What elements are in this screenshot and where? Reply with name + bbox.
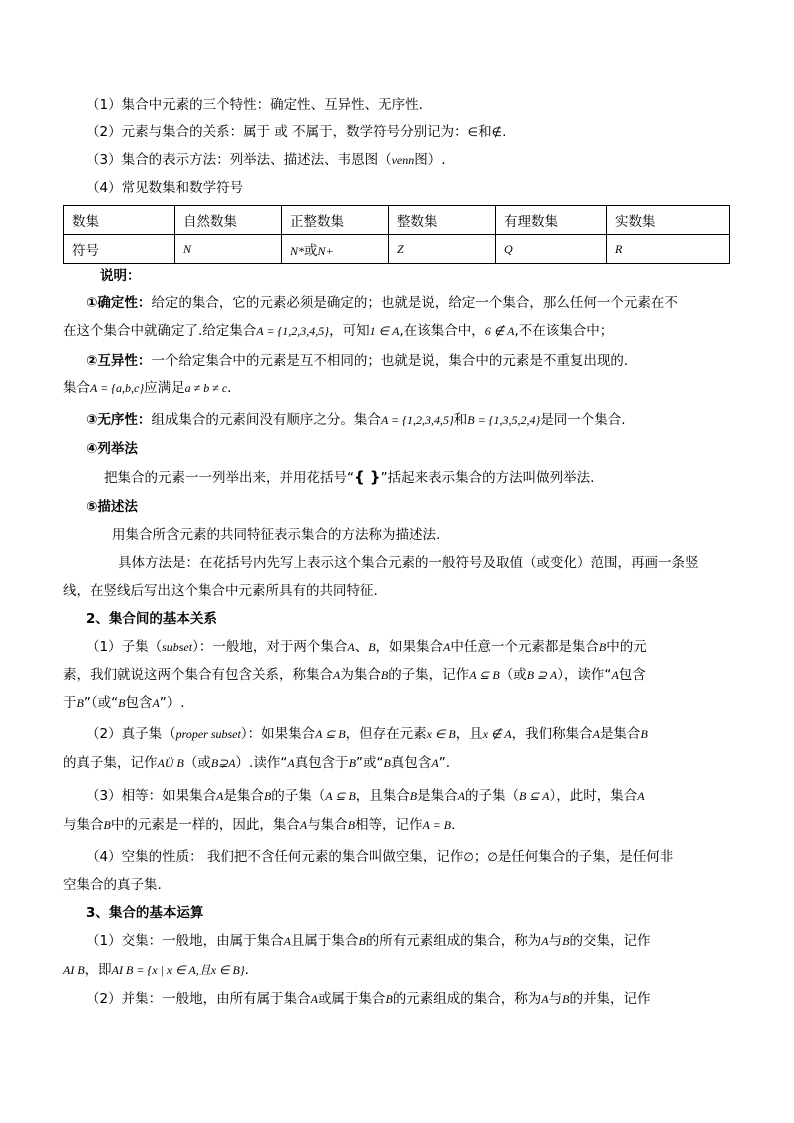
equal-text-11: 相等，记作: [355, 817, 423, 833]
equal-text-10: 与集合: [307, 817, 348, 833]
set-a-symbol: A: [541, 992, 549, 1006]
subset-text-2: ）：一般地，对于两个集合: [192, 639, 348, 655]
proper-subset-line-1: [86, 724, 648, 744]
set-a-symbol: A: [310, 992, 318, 1006]
table-header-row: [64, 206, 730, 235]
set-b-expression: B = {1,3,5,2,4}: [467, 413, 541, 427]
positive-symbol-a: N*: [290, 244, 305, 258]
subset-text-11: 包含: [618, 667, 646, 683]
determinacy-text-3: ，可知: [329, 323, 370, 339]
unordered-line: [86, 410, 626, 430]
table-row-label: 符号: [64, 235, 175, 264]
proper-text-7: 的真子集，记作: [63, 755, 158, 771]
equal-text-9: 中的元素是一样的，因此，集合: [110, 817, 300, 833]
distinct-text: 一个给定集合中的元素是互不相同的；也就是说，集合中的元素是不重复出现的.: [151, 353, 629, 369]
proper-text-3: ，但存在元素: [345, 726, 427, 742]
equal-text-6: 的子集（: [464, 788, 519, 804]
proper-text-11: ”或“: [356, 755, 384, 771]
description-line-1: 用集合所含元素的共同特征表示集合的方法称为描述法.: [112, 527, 441, 543]
proper-text-8: （或: [183, 755, 211, 771]
property-2-text: （2）元素与集合的关系：属于 或 不属于，数学符号分别记为：: [86, 124, 468, 140]
description-line-3: 线，在竖线后写出这个集合中元素所具有的共同特征.: [63, 583, 378, 599]
property-3-text: （3）集合的表示方法：列举法、描述法、韦恩图（: [86, 152, 392, 168]
intersection-text-4: 与: [548, 933, 563, 949]
determinacy-title: ①确定性：: [86, 295, 152, 311]
proper-subset-relation: AÜ B: [157, 756, 184, 770]
separator: 、: [354, 639, 369, 655]
set-a-symbol: A: [283, 934, 291, 948]
listing-text: 把集合的元素一一列举出来，并用花括号“: [104, 470, 354, 486]
table-cell-positive: [282, 235, 389, 264]
one-in-a-expression: 1 ∈ A: [369, 324, 400, 338]
union-text: （2）并集：一般地，由所有属于集合: [86, 991, 311, 1007]
subset-line-1: [86, 637, 647, 657]
set-a-symbol: A: [152, 696, 160, 710]
set-b-symbol: B: [348, 756, 357, 770]
property-4-text: （4）常见数集和数学符号: [86, 180, 244, 196]
determinacy-text-4: ,在该集合中，: [399, 323, 485, 339]
property-line-2: [86, 122, 506, 142]
set-a-symbol: A: [611, 668, 619, 682]
set-a-expression: A = {1,2,3,4,5}: [380, 413, 454, 427]
set-b-symbol: B: [380, 668, 389, 682]
table-cell-integer: [389, 235, 496, 264]
subset-relation-reverse: B ⊆ A: [518, 789, 550, 803]
intersection-text-6: ，即: [84, 962, 112, 978]
subset-text-13: ”（或“: [83, 695, 119, 711]
proper-subset-term: proper subset: [175, 727, 241, 741]
set-b-symbol: B: [598, 640, 607, 654]
table-header-cell: 正整数集: [282, 206, 389, 235]
subset-text-14: 包含: [125, 695, 153, 711]
subset-relation: A ⊆ B: [325, 789, 356, 803]
table-cell-natural: [175, 235, 282, 264]
set-b-symbol: B: [383, 756, 391, 770]
equal-text-3: 的子集（: [271, 788, 326, 804]
description-title: ⑤描述法: [86, 499, 138, 515]
table-header-cell: 自然数集: [175, 206, 282, 235]
period-text: .: [502, 124, 507, 140]
table-cell-real: [607, 235, 730, 264]
intersection-text: （1）交集：一般地，由属于集合: [86, 933, 284, 949]
set-b-symbol: B: [118, 696, 126, 710]
subset-relation: A ⊆ B: [469, 668, 500, 682]
intersection-line-1: [86, 931, 650, 951]
proper-text: （2）真子集（: [86, 726, 176, 742]
table-header-cell: 数集: [64, 206, 175, 235]
subset-text: （1）子集（: [86, 639, 163, 655]
empty-set-symbol: ∅: [463, 850, 474, 864]
union-line-1: [86, 989, 650, 1009]
equal-text-4: ，且集合: [355, 788, 410, 804]
equal-text-5: 是集合: [417, 788, 458, 804]
set-a-symbol: A: [216, 789, 224, 803]
proper-subset-line-2: [63, 753, 450, 773]
unordered-text-2: 是同一个集合.: [540, 412, 626, 428]
table-header-cell: 实数集: [607, 206, 730, 235]
determinacy-text: 给定的集合，它的元素必须是确定的；也就是说，给定一个集合，那么任何一个元素在不: [151, 295, 678, 311]
and-text: 和: [478, 124, 492, 140]
union-text-4: 与: [548, 991, 563, 1007]
set-b-symbol: B: [76, 696, 84, 710]
venn-term: venn: [391, 153, 415, 167]
table-cell-rational: [496, 235, 607, 264]
subset-text-8: 的子集，记作: [388, 667, 470, 683]
set-abc-expression: A = {a,b,c}: [90, 381, 145, 395]
equality-relation: A = B: [422, 818, 452, 832]
element-of-symbol: ∈: [467, 125, 479, 139]
set-a-symbol: A: [347, 640, 355, 654]
set-a-symbol: A: [287, 756, 295, 770]
subset-text-7: 为集合: [340, 667, 381, 683]
empty-set-symbol: ∅: [487, 850, 498, 864]
set-a-symbol: A: [457, 789, 465, 803]
intersection-text-5: 的交集，记作: [569, 933, 651, 949]
set-a-symbol: A: [443, 640, 451, 654]
not-element-of-symbol: ∉: [491, 125, 503, 139]
semicolon-text: ；: [473, 849, 488, 865]
listing-title: ④列举法: [86, 441, 138, 457]
set-b-symbol: B: [409, 789, 418, 803]
x-in-b-expression: x ∈ B: [426, 727, 456, 741]
set-b-symbol: B: [640, 727, 648, 741]
set-b-symbol: B: [562, 934, 570, 948]
distinct-text-2: 集合: [63, 380, 90, 396]
table-row: [64, 235, 730, 264]
subset-term: subset: [162, 640, 193, 654]
intersection-text-7: .: [244, 962, 249, 978]
set-a-symbol: A: [299, 818, 308, 832]
determinacy-line-1: [86, 293, 678, 313]
set-b-symbol: B: [368, 640, 376, 654]
property-line-1: [86, 95, 423, 115]
unordered-title: ③无序性：: [86, 412, 152, 428]
listing-text-2: ”括起来表示集合的方法叫做列举法.: [380, 470, 595, 486]
subset-text-4: 中任意一个元素都是集合: [450, 639, 599, 655]
subset-text-9: （或: [499, 667, 527, 683]
proper-text-13: ”.: [438, 755, 451, 771]
property-1-text: （1）集合中元素的三个特性：确定性、互异性、无序性.: [86, 97, 423, 113]
property-line-3: [86, 150, 446, 170]
proper-text-10: 真包含于: [294, 755, 349, 771]
set-b-symbol: B: [347, 818, 356, 832]
set-b-symbol: B: [562, 992, 570, 1006]
integer-symbol: Z: [397, 242, 404, 256]
proper-text-9: ）.读作“: [235, 755, 288, 771]
natural-symbol: N: [183, 242, 192, 256]
property-3-end: 图）.: [414, 152, 446, 168]
empty-set-line-2: 空集合的真子集.: [63, 877, 162, 893]
set-a-symbol: A: [431, 756, 439, 770]
proper-superset-relation: B⊋A: [210, 756, 236, 770]
equal-text-12: .: [451, 817, 456, 833]
x-not-in-a-expression: x ∉ A: [482, 727, 512, 741]
proper-text-12: 真包含: [390, 755, 432, 771]
distinct-line-1: [86, 351, 628, 371]
intersection-definition: AI B = {x | x ∈ A,且x ∈ B}: [111, 963, 245, 977]
subset-text-10: ），读作“: [557, 667, 612, 683]
set-a-symbol: A: [637, 789, 645, 803]
equal-text: （3）相等：如果集合: [86, 788, 217, 804]
six-not-in-a-expression: 6 ∉ A: [484, 324, 515, 338]
intersection-text-3: 的所有元素组成的集合，称为: [365, 933, 542, 949]
set-b-symbol: B: [103, 818, 111, 832]
determinacy-text-2: 在这个集合中就确定了.给定集合: [63, 323, 257, 339]
intersection-line-2: [63, 960, 249, 980]
equal-text-8: 与集合: [63, 817, 104, 833]
real-symbol: R: [615, 242, 623, 256]
set-a-symbol: A: [333, 668, 341, 682]
set-b-symbol: B: [358, 934, 366, 948]
property-line-4: [86, 178, 243, 198]
proper-text-5: ，我们称集合: [511, 726, 593, 742]
empty-text: （4）空集的性质： 我们把不含任何元素的集合叫做空集，记作: [86, 849, 464, 865]
proper-text-6: 是集合: [599, 726, 641, 742]
union-text-5: 的并集，记作: [569, 991, 651, 1007]
union-text-2: 或属于集合: [317, 991, 386, 1007]
and-text: 和: [453, 412, 468, 428]
listing-body: [104, 467, 594, 488]
equal-line-2: [63, 815, 455, 835]
subset-text-6: 素，我们就说这两个集合有包含关系，称集合: [63, 667, 333, 683]
table-header-cell: 整数集: [389, 206, 496, 235]
set-b-symbol: B: [385, 992, 393, 1006]
description-line-2: 具体方法是：在花括号内先写上表示这个集合元素的一般符号及取值（或变化）范围，再画一条竖: [118, 555, 699, 571]
subset-relation: A ⊆ B: [315, 727, 346, 741]
subset-line-3: [63, 693, 185, 713]
section-2-title: 2、集合间的基本关系: [86, 611, 217, 627]
subset-text-12: 于: [63, 695, 77, 711]
set-a-expression: A = {1,2,3,4,5}: [256, 324, 330, 338]
positive-symbol-b: N+: [317, 244, 334, 258]
set-b-symbol: B: [263, 789, 272, 803]
equal-line-1: [86, 786, 645, 806]
superset-relation: B ⊇ A: [526, 668, 558, 682]
determinacy-text-5: ,不在该集合中；: [514, 323, 614, 339]
braces-symbol: { }: [354, 468, 381, 486]
subset-text-5: 中的元: [606, 639, 647, 655]
number-sets-table: [63, 205, 730, 264]
proper-text-4: ，且: [455, 726, 483, 742]
intersection-text-2: 且属于集合: [290, 933, 359, 949]
proper-text-2: ）：如果集合: [240, 726, 316, 742]
equal-text-7: ），此时，集合: [549, 788, 638, 804]
determinacy-line-2: [63, 321, 613, 341]
distinct-condition: a ≠ b ≠ c: [184, 381, 228, 395]
equal-text-2: 是集合: [223, 788, 264, 804]
set-a-symbol: A: [592, 727, 600, 741]
subset-text-15: ”）.: [159, 695, 185, 711]
rational-symbol: Q: [504, 242, 513, 256]
notes-label: 说明：: [100, 268, 141, 284]
intersection-expression: AI B: [63, 963, 85, 977]
or-text: 或: [304, 243, 318, 259]
distinct-text-4: .: [227, 380, 232, 396]
section-3-title: 3、集合的基本运算: [86, 905, 204, 921]
distinct-title: ②互异性：: [86, 353, 152, 369]
subset-line-2: [63, 665, 646, 685]
empty-set-line-1: [86, 847, 673, 867]
set-a-symbol: A: [541, 934, 549, 948]
table-header-cell: 有理数集: [496, 206, 607, 235]
subset-text-3: ，如果集合: [375, 639, 444, 655]
union-text-3: 的元素组成的集合，称为: [392, 991, 542, 1007]
unordered-text: 组成集合的元素间没有顺序之分。集合: [151, 412, 381, 428]
distinct-line-2: [63, 378, 231, 398]
empty-text-2: 是任何集合的子集，是任何非: [497, 849, 674, 865]
distinct-text-3: 应满足: [144, 380, 185, 396]
